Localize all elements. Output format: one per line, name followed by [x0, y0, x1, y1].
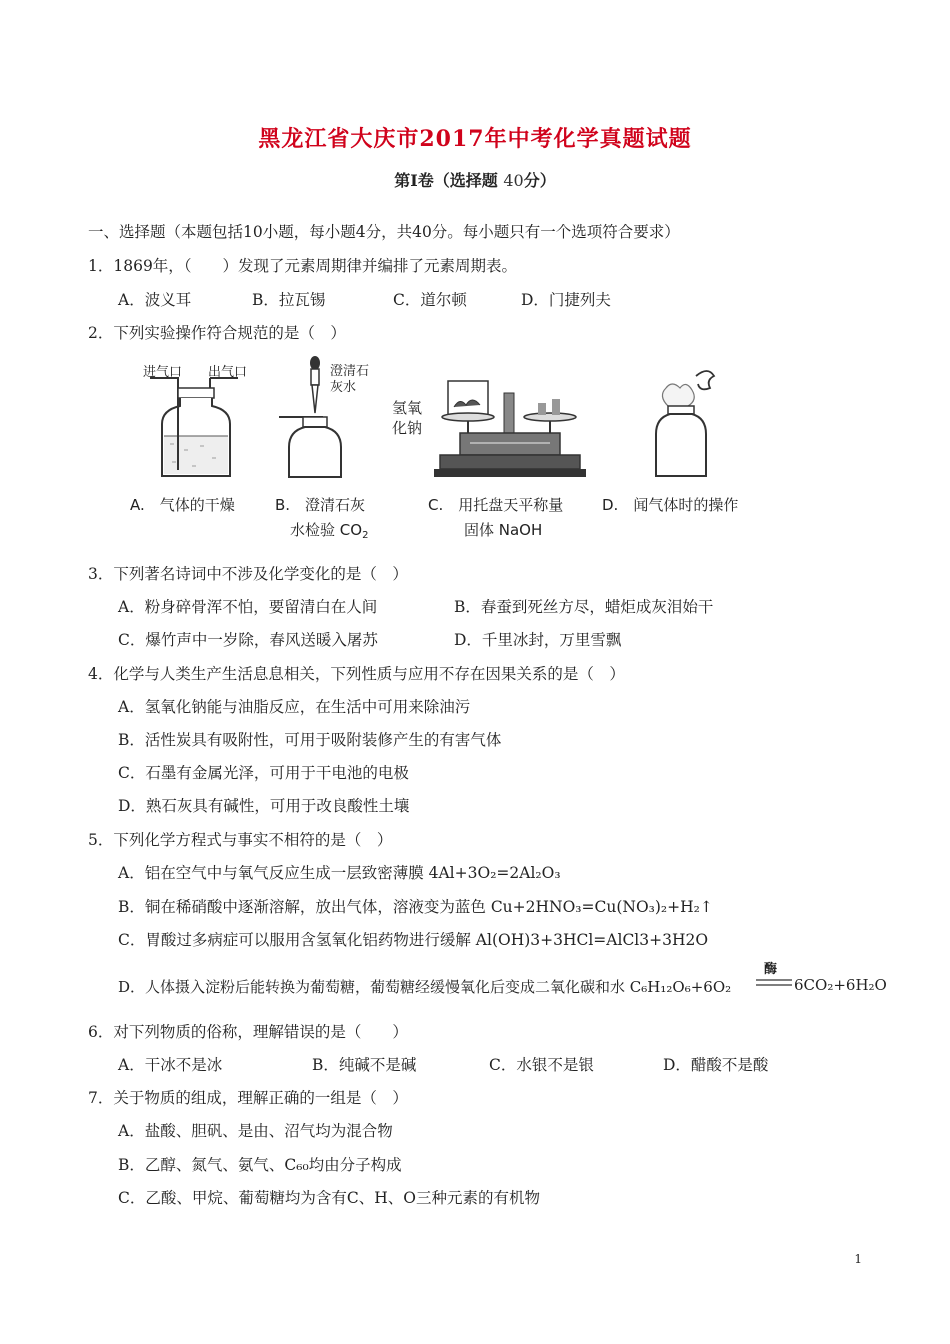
question-6-stem: 6．对下列物质的俗称，理解错误的是（ ）: [88, 1023, 408, 1041]
q6-option-c: C．水银不是银: [489, 1056, 594, 1074]
q7-option-c: C．乙酸、甲烷、葡萄糖均为含有C、H、O三种元素的有机物: [118, 1189, 540, 1207]
caption-c-line2: 固体 NaOH: [464, 521, 543, 539]
q6-option-d: D．醋酸不是酸: [663, 1056, 769, 1074]
smelling-gas-figure: [650, 358, 730, 483]
q4-option-c: C．石墨有金属光泽，可用于干电池的电极: [118, 764, 409, 782]
caption-c-line1: C. 用托盘天平称量: [428, 496, 564, 514]
question-5-stem: 5．下列化学方程式与事实不相符的是（ ）: [88, 831, 393, 849]
question-2-stem: 2．下列实验操作符合规范的是（ ）: [88, 324, 346, 342]
limewater-label: 澄清石灰水: [330, 364, 370, 395]
question-3-stem: 3．下列著名诗词中不涉及化学变化的是（ ）: [88, 565, 408, 583]
question-1-stem: 1．1869年，（ ）发现了元素周期律并编排了元素周期表。: [88, 257, 518, 275]
q3-option-d: D．千里冰封，万里雪飘: [454, 631, 622, 649]
q6-option-b: B．纯碱不是碱: [312, 1056, 417, 1074]
caption-d: D. 闻气体时的操作: [602, 496, 739, 514]
page-title: 黑龙江省大庆市2017年中考化学真题试题: [258, 126, 692, 152]
subtitle-pre: 第Ⅰ卷（选择题: [394, 171, 504, 190]
q6-option-a: A．干冰不是冰: [118, 1056, 223, 1074]
q1-option-d: D．门捷列夫: [521, 291, 611, 309]
enzyme-label: 酶: [764, 962, 778, 977]
caption-a: A. 气体的干燥: [130, 496, 235, 514]
outlet-label: 出气口: [208, 365, 248, 380]
caption-b-line1: B. 澄清石灰: [275, 496, 366, 514]
q1-option-b: B．拉瓦锡: [252, 291, 326, 309]
q4-option-a: A．氢氧化钠能与油脂反应，在生活中可用来除油污: [118, 698, 471, 716]
page-number: 1: [854, 1252, 862, 1266]
subtitle-post: 分）: [523, 171, 556, 190]
q4-option-b: B．活性炭具有吸附性，可用于吸附装修产生的有害气体: [118, 731, 502, 749]
caption-b-line2: [290, 519, 368, 541]
q7-option-b: B．乙醇、氮气、氨气、C₆₀均由分子构成: [118, 1156, 402, 1174]
balance-figure: [430, 375, 590, 485]
q3-option-a: A．粉身碎骨浑不怕，要留清白在人间: [118, 598, 378, 616]
q3-option-b: B．春蚕到死丝方尽，蜡炬成灰泪始干: [454, 598, 714, 616]
q7-option-a: A．盐酸、胆矾、是由、沼气均为混合物: [118, 1122, 393, 1140]
question-4-stem: 4．化学与人类生产生活息息相关，下列性质与应用不存在因果关系的是（ ）: [88, 665, 625, 683]
q5-option-d-products: 6CO₂+6H₂O: [794, 976, 887, 994]
caption-b-subscript: 2: [362, 530, 369, 541]
q4-option-d: D．熟石灰具有碱性，可用于改良酸性土壤: [118, 797, 410, 815]
q5-option-d: D．人体摄入淀粉后能转换为葡萄糖，葡萄糖经缓慢氧化后变成二氧化碳和水 C₆H₁₂O₆+6O₂: [118, 978, 732, 996]
sodium-hydroxide-label: 氢氧化钠: [392, 399, 423, 437]
q5-option-c: C．胃酸过多病症可以服用含氢氧化铝药物进行缓解 Al(OH)3+3HCl=AlCl3+3H2O: [118, 931, 709, 949]
q1-option-c: C．道尔顿: [393, 291, 467, 309]
inlet-label: 进气口: [143, 365, 183, 380]
subtitle-score: 40: [503, 171, 524, 190]
q5-option-b: B．铜在稀硝酸中逐渐溶解，放出气体，溶液变为蓝色 Cu+2HNO₃=Cu(NO₃)₂+H₂↑: [118, 898, 713, 916]
caption-b-text: 水检验 CO: [290, 521, 363, 539]
section-instruction: 一、选择题（本题包括10小题，每小题4分，共40分。每小题只有一个选项符合要求）: [88, 223, 680, 241]
q1-option-a: A．波义耳: [118, 291, 192, 309]
q3-option-c: C．爆竹声中一岁除，春风送暖入屠苏: [118, 631, 378, 649]
question-7-stem: 7．关于物质的组成，理解正确的一组是（ ）: [88, 1089, 408, 1107]
section-heading: [0, 168, 950, 191]
q5-option-a: A．铝在空气中与氧气反应生成一层致密薄膜 4Al+3O₂=2Al₂O₃: [118, 864, 561, 882]
reaction-equals-sign: [756, 978, 792, 988]
